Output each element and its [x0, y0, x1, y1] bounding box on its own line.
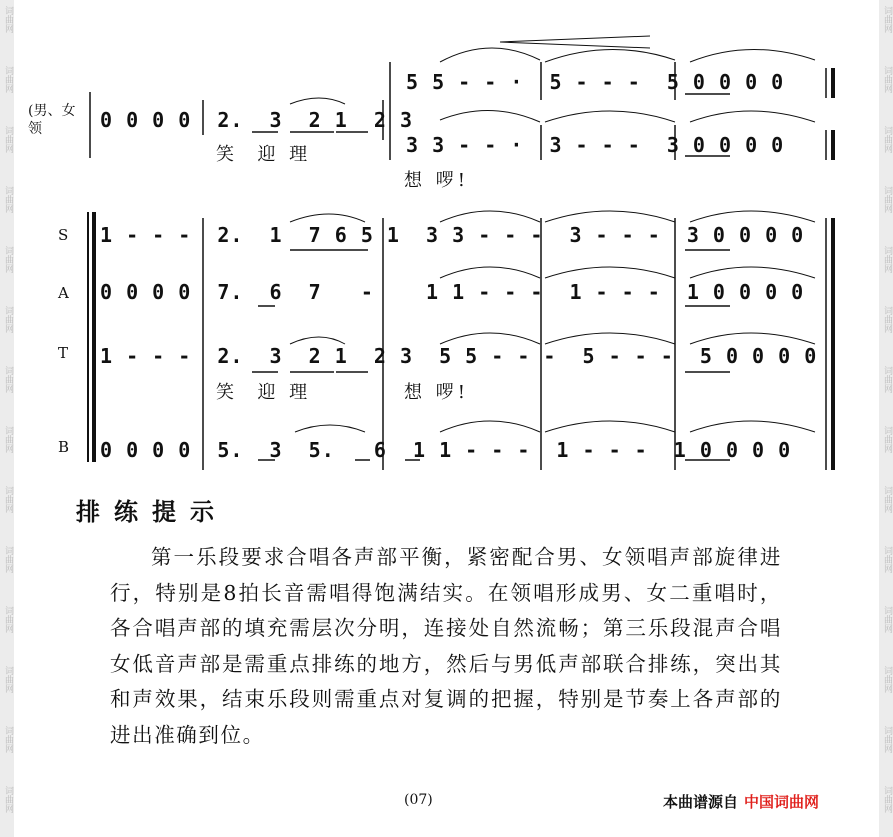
lead-lower-notes: 3 3 - - · 3 - - - 3 0 0 0 0 [406, 133, 785, 157]
watermark-text: 词曲网 [882, 126, 892, 153]
source-label: 本曲谱源自 [663, 793, 739, 811]
watermark-text: 词曲网 [882, 306, 892, 333]
rehearsal-paragraph: 第一乐段要求合唱各声部平衡，紧密配合男、女领唱声部旋律进行，特别是8拍长音需唱得饱满结实。在领唱形成男、女二重唱时，各合唱声部的填充需层次分明，连接处自然流畅；第三乐段混声合唱女低音声部是需重点排练的地方，然后与男低声部联合排练，突出其和声效果，结束乐段则需重点对复调的把握，特别是节奏上各声部的进出准确到位。 [110, 545, 782, 747]
watermark-text: 词曲网 [3, 246, 13, 273]
rehearsal-heading: 排练提示 [76, 498, 228, 526]
source-brand-link[interactable]: 中国词曲网 [744, 793, 820, 811]
watermark-text: 词曲网 [882, 6, 892, 33]
watermark-text: 词曲网 [3, 426, 13, 453]
watermark-text: 词曲网 [3, 486, 13, 513]
watermark-text: 词曲网 [3, 606, 13, 633]
watermark-text: 词曲网 [3, 786, 13, 813]
watermark-text: 词曲网 [882, 186, 892, 213]
lead-upper-notes: 5 5 - - · 5 - - - 5 0 0 0 0 [406, 70, 785, 94]
alto-notes: 0 0 0 0 7. 6 7 - 1 1 - - - 1 - - - 1 0 0 0 0 [100, 280, 805, 304]
watermark-text: 词曲网 [882, 366, 892, 393]
tenor-label: T [58, 344, 69, 362]
lead-lyrics: 笑 迎 理 [216, 144, 312, 165]
watermark-text: 词曲网 [882, 606, 892, 633]
watermark-text: 词曲网 [882, 666, 892, 693]
watermark-text: 词曲网 [3, 6, 13, 33]
watermark-text: 词曲网 [882, 786, 892, 813]
bass-notes: 0 0 0 0 5. 3 5. 6 1 1 - - - 1 - - - 1 0 0 0 0 [100, 438, 792, 462]
lead-part-label: (男、女 领 [28, 103, 76, 137]
page-number: (07) [404, 792, 433, 808]
watermark-text: 词曲网 [882, 726, 892, 753]
watermark-text: 词曲网 [882, 546, 892, 573]
watermark-text: 词曲网 [882, 426, 892, 453]
source-credit [663, 791, 819, 812]
soprano-notes: 1 - - - 2. 1 7 6 5 1 3 3 - - - 3 - - - 3 0 0 0 0 [100, 223, 805, 247]
watermark-text: 词曲网 [882, 66, 892, 93]
watermark-text: 词曲网 [3, 126, 13, 153]
watermark-text: 词曲网 [3, 366, 13, 393]
lead-lyrics-end: 想 啰! [404, 170, 469, 191]
watermark-text: 词曲网 [882, 246, 892, 273]
watermark-text: 词曲网 [3, 306, 13, 333]
tenor-lyrics: 笑 迎 理 [216, 382, 312, 403]
watermark-text: 词曲网 [3, 186, 13, 213]
alto-label: A [58, 284, 69, 302]
watermark-text: 词曲网 [3, 66, 13, 93]
bass-label: B [58, 438, 70, 456]
soprano-label: S [58, 226, 69, 244]
watermark-text: 词曲网 [3, 546, 13, 573]
tenor-notes: 1 - - - 2. 3 2 1 2 3 5 5 - - - 5 - - - 5 0 0 0 0 [100, 344, 818, 368]
watermark-text: 词曲网 [3, 666, 13, 693]
watermark-text: 词曲网 [882, 486, 892, 513]
tenor-lyrics-end: 想 啰! [404, 382, 469, 403]
lead-intro-notes: 0 0 0 0 2. 3 2 1 2 3 [100, 108, 413, 132]
watermark-text: 词曲网 [3, 726, 13, 753]
